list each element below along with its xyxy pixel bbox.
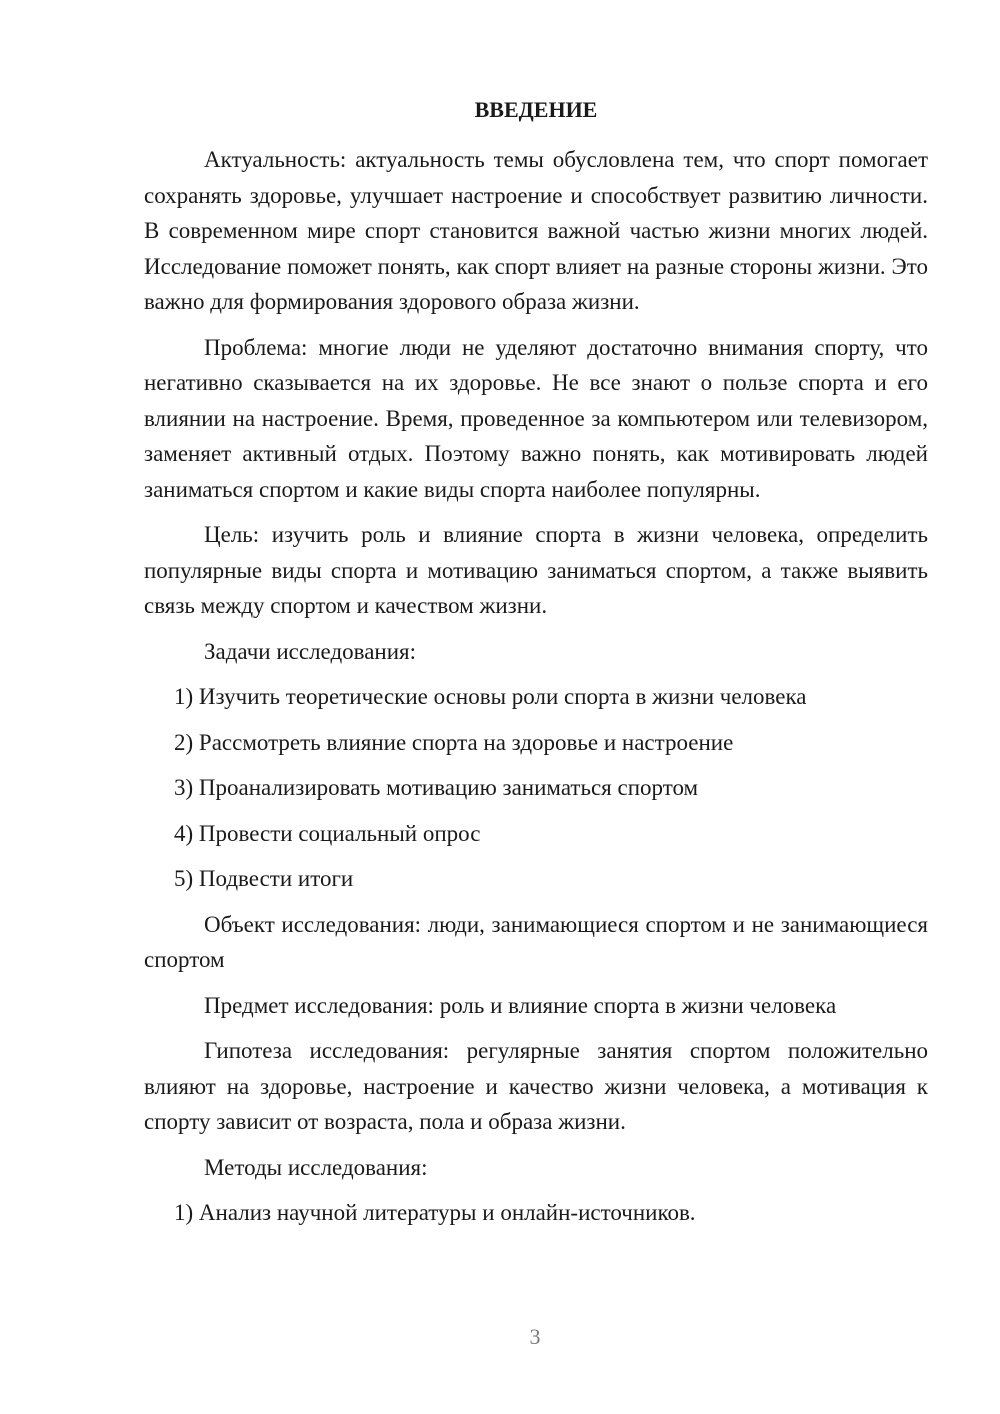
paragraph-problem: Проблема: многие люди не уделяют достаточно внимания спорту, что негативно сказывается на их здоровье. Не все знают о пользе спорта и его влиянии на настроение. Время, проведенное за компьютером или телевизором, заменяет активный отдых. Поэтому важно понять, как мотивировать людей заниматься спортом и какие виды спорта наиболее популярны. xyxy=(144,334,928,502)
list-item: 1) Анализ научной литературы и онлайн-источников. xyxy=(174,1200,696,1225)
paragraph-hypothesis: Гипотеза исследования: регулярные занятия спортом положительно влияют на здоровье, настроение и качество жизни человека, а мотивация к спорту зависит от возраста, пола и образа жизни. xyxy=(144,1038,928,1134)
section-title: ВВЕДЕНИЕ xyxy=(474,97,598,122)
page-number: 3 xyxy=(529,1324,541,1349)
list-item: 4) Провести социальный опрос xyxy=(174,820,481,846)
tasks-heading: Задачи исследования: xyxy=(204,638,417,664)
paragraph-relevance: Актуальность: актуальность темы обусловлена тем, что спорт помогает сохранять здоровье, улучшает настроение и способствует развитию личности. В современном мире спорт становится важной частью жизни многих людей. Исследование поможет понять, как спорт влияет на разные стороны жизни. Это важно для формирования здорового образа жизни. xyxy=(144,147,928,314)
list-item: 2) Рассмотреть влияние спорта на здоровье и настроение xyxy=(174,729,734,755)
paragraph-goal: Цель: изучить роль и влияние спорта в жизни человека, определить популярные виды спорта и мотивацию заниматься спортом, а также выявить связь между спортом и качеством жизни. xyxy=(144,522,928,618)
page-content xyxy=(144,92,928,1241)
methods-heading: Методы исследования: xyxy=(204,1154,428,1180)
tasks-list xyxy=(144,679,928,897)
list-item: 3) Проанализировать мотивацию заниматься спортом xyxy=(174,775,699,800)
list-item: 5) Подвести итоги xyxy=(174,866,354,891)
paragraph-object: Объект исследования: люди, занимающиеся спортом и не занимающиеся спортом xyxy=(144,911,928,972)
methods-list xyxy=(144,1195,928,1231)
paragraph-subject: Предмет исследования: роль и влияние спорта в жизни человека xyxy=(204,992,837,1018)
list-item: 1) Изучить теоретические основы роли спорта в жизни человека xyxy=(174,684,807,709)
